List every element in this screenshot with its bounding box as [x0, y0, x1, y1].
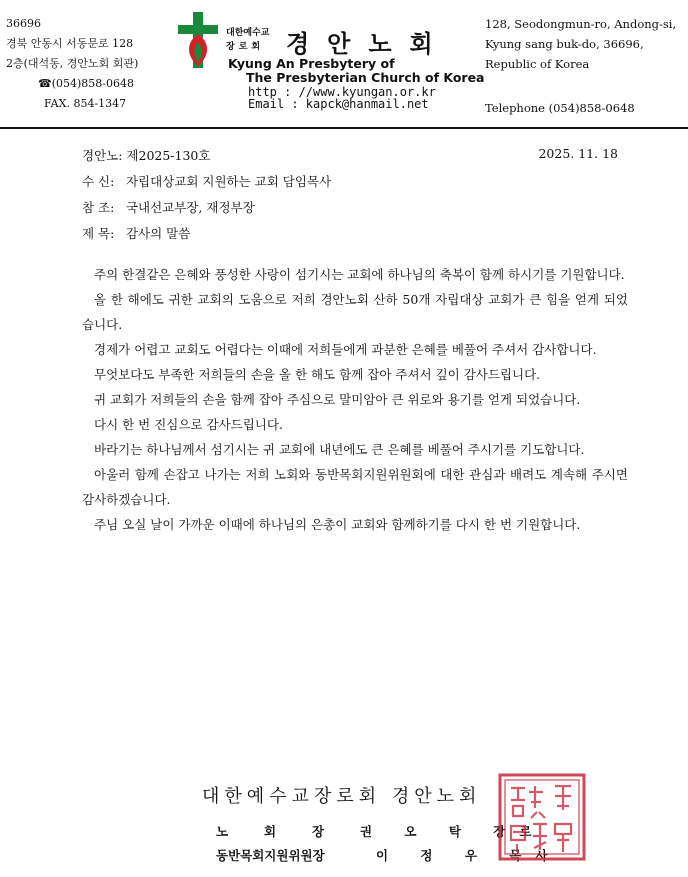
- fax-number: FAX. 854-1347: [44, 97, 127, 110]
- english-address-block: [485, 14, 676, 118]
- en-address-line-2: Kyung sang buk-do, 36696,: [485, 37, 644, 51]
- korean-address-block: [6, 14, 138, 114]
- website-url[interactable]: http : //www.kyungan.or.kr: [248, 85, 436, 99]
- email-address[interactable]: Email : kapck@hanmail.net: [248, 97, 429, 111]
- postcode: 36696: [6, 17, 41, 30]
- committee-chair-role: 동반목회지원위원장: [216, 848, 325, 863]
- subject-row: [82, 224, 190, 242]
- presbytery-name-ko: 경안노회: [286, 30, 451, 58]
- reference-row: [82, 198, 255, 216]
- address-line-2: 2층(대석동, 경안노회 회관): [6, 57, 139, 70]
- recipient-row: [82, 172, 331, 190]
- body-paragraph: 바라기는 하나님께서 섬기시는 귀 교회에 내년에도 큰 은혜를 베풀어 주시기를 기도합니다.: [94, 442, 585, 457]
- en-address-line-1: 128, Seodongmun-ro, Andong-si,: [485, 17, 677, 31]
- moderator-role-char: 회: [264, 824, 277, 839]
- body-paragraph: 아울러 함께 손잡고 나가는 저희 노회와 동반목회지원위원회에 대한 관심과 배려도 계속해 주시면 감사하겠습니다.: [82, 467, 628, 507]
- presbytery-name-en-line-2: The Presbyterian Church of Korea: [246, 70, 485, 85]
- subject-value: 감사의 말씀: [125, 226, 191, 241]
- signature-organization: 대한예수교장로회 경안노회: [202, 786, 482, 807]
- body-paragraph: 주님 오실 날이 가까운 이때에 하나님의 은총이 교회와 함께하기를 다시 한 번 기원합니다.: [94, 517, 581, 532]
- denomination-label: 대한예수교 장로회: [226, 28, 270, 52]
- body-paragraph: 귀 교회가 저희들의 손을 함께 잡아 주심으로 말미암아 큰 위로와 용기를 얻게 되었습니다.: [94, 392, 581, 407]
- address-line-1: 경북 안동시 서동문로 128: [6, 37, 134, 50]
- header-divider: [0, 127, 688, 129]
- reference-label: 참 조:: [82, 200, 115, 215]
- committee-chair-name: 이 정 우 목사: [376, 848, 562, 863]
- moderator-role-char: 노: [216, 824, 229, 839]
- subject-label: 제 목:: [82, 226, 115, 241]
- body-paragraph: 올 한 해에도 귀한 교회의 도움으로 저희 경안노회 산하 50개 자립대상 교회가 큰 힘을 얻게 되었습니다.: [82, 292, 628, 332]
- phone-number: ☎(054)858-0648: [38, 77, 134, 90]
- body-paragraph: 경제가 어렵고 교회도 어렵다는 이때에 저희들에게 과분한 은혜를 베풀어 주셔서 감사합니다.: [94, 342, 597, 357]
- moderator-role-char: 장: [312, 824, 325, 839]
- reference-value: 국내선교부장, 재정부장: [125, 200, 255, 215]
- recipient-label: 수 신:: [82, 174, 115, 189]
- document-number: 경안노: 제2025-130호: [82, 148, 211, 163]
- recipient-value: 자립대상교회 지원하는 교회 담임목사: [125, 174, 332, 189]
- letter-body: [82, 262, 628, 537]
- official-seal-stamp-icon: [497, 772, 587, 862]
- presbyterian-cross-logo-icon: [176, 12, 220, 68]
- en-telephone: Telephone (054)858-0648: [485, 101, 635, 115]
- letterhead: [0, 0, 688, 128]
- presbytery-name-en-line-1: Kyung An Presbytery of: [228, 56, 395, 71]
- web-contact: [248, 86, 436, 110]
- body-paragraph: 무엇보다도 부족한 저희들의 손을 올 한 해도 함께 잡아 주셔서 깊이 감사드립니다.: [94, 367, 541, 382]
- body-paragraph: 다시 한 번 진심으로 감사드립니다.: [94, 417, 283, 432]
- document-date: 2025. 11. 18: [538, 146, 618, 161]
- body-paragraph: 주의 한결같은 은혜와 풍성한 사랑이 섬기시는 교회에 하나님의 축복이 함께 하시기를 기원합니다.: [94, 267, 625, 282]
- en-address-line-3: Republic of Korea: [485, 57, 590, 71]
- moderator-name: 권 오 탁 장로: [360, 824, 546, 839]
